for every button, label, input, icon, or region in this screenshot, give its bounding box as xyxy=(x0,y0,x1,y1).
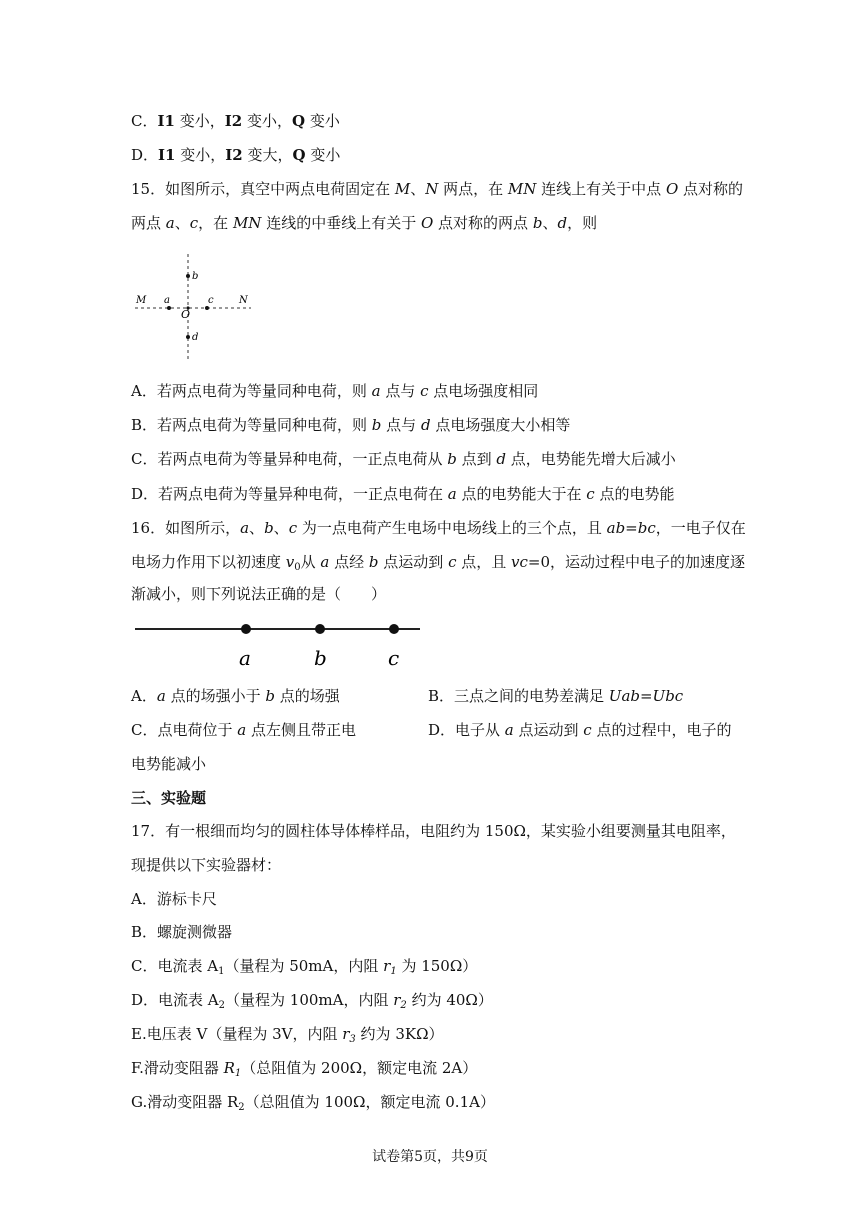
var: b xyxy=(264,519,274,537)
var: r xyxy=(342,1025,350,1043)
subscript: 3 xyxy=(349,1034,356,1045)
q15-option-a xyxy=(131,381,538,401)
var: O xyxy=(665,180,679,198)
text: 两点 xyxy=(131,214,166,232)
q17-item-a: A．游标卡尺 xyxy=(131,890,217,908)
point-a-dot xyxy=(241,624,251,634)
text: 变小， xyxy=(242,112,292,130)
text: 约为 3KΩ） xyxy=(355,1025,444,1043)
text: 变小， xyxy=(175,146,226,164)
var: c xyxy=(448,553,457,571)
q15-stem-line1 xyxy=(131,179,743,199)
q15-figure xyxy=(131,248,261,363)
var: a xyxy=(156,687,166,705)
var-q: Q xyxy=(291,112,306,130)
text: 连线上有关于中点 xyxy=(536,180,666,198)
text: 15．如图所示，真空中两点电荷固定在 xyxy=(131,180,395,198)
var: b xyxy=(532,214,543,232)
var: b xyxy=(371,416,382,434)
text: 、 xyxy=(273,519,289,537)
text: D．电流表 A xyxy=(131,991,219,1009)
text: B．三点之间的电势差满足 xyxy=(428,687,609,705)
q16-figure xyxy=(131,614,431,674)
var: a xyxy=(371,382,381,400)
point-b-dot xyxy=(315,624,325,634)
point-c-dot xyxy=(389,624,399,634)
text: 点的电势能 xyxy=(594,485,675,503)
text: 点运动到 xyxy=(378,553,449,571)
text: 16．如图所示， xyxy=(131,519,241,537)
text: ，一电子仅在 xyxy=(655,519,746,537)
var: a xyxy=(237,721,247,739)
var: r xyxy=(383,957,391,975)
var: ab=bc xyxy=(606,519,656,537)
var: d xyxy=(420,416,431,434)
text: 点的电势能大于在 xyxy=(456,485,587,503)
var: c xyxy=(583,721,592,739)
q17-item-d xyxy=(131,990,493,1010)
q15-option-b xyxy=(131,415,570,435)
text: 、 xyxy=(249,519,265,537)
text: 点电场强度相同 xyxy=(428,382,539,400)
text: 点的过程中，电子的 xyxy=(591,721,732,739)
label-n: N xyxy=(239,295,248,306)
text: 变小 xyxy=(305,146,341,164)
text: 、 xyxy=(410,180,426,198)
page-footer: 试卷第5页，共9页 xyxy=(372,1149,488,1165)
text: ，在 xyxy=(198,214,233,232)
text: 点与 xyxy=(380,382,421,400)
text: 点经 xyxy=(329,553,369,571)
text: 点电场强度大小相等 xyxy=(430,416,571,434)
subscript: 1 xyxy=(234,1068,242,1079)
point-c-dot xyxy=(205,306,209,310)
label-a: a xyxy=(164,295,170,306)
text: 点运动到 xyxy=(513,721,584,739)
text: F.滑动变阻器 xyxy=(131,1059,224,1077)
text: C．电流表 A xyxy=(131,957,219,975)
var: R xyxy=(223,1059,235,1077)
text: 点，电势能先增大后减小 xyxy=(506,450,676,468)
text: 、 xyxy=(174,214,190,232)
var: c xyxy=(189,214,199,232)
var: a xyxy=(165,214,175,232)
var: v xyxy=(285,553,295,571)
q17-stem-line1: 17．有一根细而均匀的圆柱体导体棒样品，电阻约为 150Ω，某实验小组要测量其电阻率， xyxy=(131,822,736,840)
var: c xyxy=(586,485,595,503)
q15-stem-line2 xyxy=(131,213,597,233)
q16-option-d-continued: 电势能减小 xyxy=(131,755,207,773)
var-i1: I1 xyxy=(157,112,175,130)
text: 变小， xyxy=(174,112,225,130)
section-heading: 三、实验题 xyxy=(131,789,207,807)
q14-option-d xyxy=(131,145,340,165)
q17-item-e xyxy=(131,1024,444,1044)
text: 点与 xyxy=(381,416,421,434)
label-a: a xyxy=(239,646,251,670)
text: ，则 xyxy=(567,214,598,232)
subscript: 1 xyxy=(218,966,225,977)
q15-option-c xyxy=(131,449,676,469)
label-b: b xyxy=(314,646,327,670)
var: b xyxy=(447,450,457,468)
var: M xyxy=(394,180,411,198)
var: a xyxy=(447,485,457,503)
q16-stem-line3: 渐减小，则下列说法正确的是（ ） xyxy=(131,585,387,603)
text: 变大， xyxy=(242,146,293,164)
var-i1: I1 xyxy=(158,146,176,164)
var-q: Q xyxy=(292,146,306,164)
q17-stem-line2: 现提供以下实验器材： xyxy=(131,856,282,874)
q17-item-g xyxy=(131,1092,495,1112)
text: =0，运动过程中电子的加速度逐 xyxy=(527,553,746,571)
text: D．若两点电荷为等量异种电荷，一正点电荷在 xyxy=(131,485,448,503)
var: b xyxy=(265,687,275,705)
text: （总阻值为 100Ω，额定电流 0.1A） xyxy=(244,1093,495,1111)
q16-option-a xyxy=(131,686,340,706)
label-m: M xyxy=(136,295,147,306)
label-d: d xyxy=(192,332,199,343)
text: 变小 xyxy=(305,112,340,130)
text: 点左侧且带正电 xyxy=(246,721,356,739)
q16-option-d xyxy=(428,720,731,740)
var: d xyxy=(557,214,568,232)
option-label: D． xyxy=(131,146,159,164)
subscript: 2 xyxy=(238,1102,245,1113)
text: C．若两点电荷为等量异种电荷，一正点电荷从 xyxy=(131,450,448,468)
q16-stem-line2 xyxy=(131,552,745,572)
text: A． xyxy=(131,687,157,705)
text: 、 xyxy=(542,214,558,232)
q16-option-b xyxy=(428,686,683,706)
subscript: 0 xyxy=(294,562,301,573)
text: 点到 xyxy=(456,450,497,468)
subscript: 2 xyxy=(400,1000,407,1011)
point-d-dot xyxy=(186,335,190,339)
point-a-dot xyxy=(167,306,171,310)
var: Uab=Ubc xyxy=(608,687,684,705)
text: 为一点电荷产生电场中电场线上的三个点，且 xyxy=(297,519,607,537)
label-c: c xyxy=(388,646,400,670)
q14-option-c xyxy=(131,111,340,131)
text: 约为 40Ω） xyxy=(406,991,493,1009)
text: 点对称的两点 xyxy=(433,214,533,232)
text: 两点，在 xyxy=(438,180,508,198)
var: N xyxy=(425,180,439,198)
text: B．若两点电荷为等量同种电荷，则 xyxy=(131,416,372,434)
var-i2: I2 xyxy=(224,112,243,130)
var-i2: I2 xyxy=(225,146,243,164)
var: MN xyxy=(232,214,262,232)
text: 点对称的 xyxy=(678,180,744,198)
text: （量程为 100mA，内阻 xyxy=(225,991,394,1009)
var: b xyxy=(368,553,379,571)
subscript: 2 xyxy=(218,1000,226,1011)
text: C．点电荷位于 xyxy=(131,721,238,739)
text: 从 xyxy=(300,553,321,571)
var: d xyxy=(496,450,507,468)
var: a xyxy=(240,519,250,537)
point-b-dot xyxy=(186,274,190,278)
text: 连线的中垂线上有关于 xyxy=(261,214,421,232)
var: O xyxy=(420,214,434,232)
text: 点，且 xyxy=(456,553,512,571)
var: MN xyxy=(507,180,537,198)
label-o: O xyxy=(181,308,191,321)
var: vc xyxy=(511,553,528,571)
text: 为 150Ω） xyxy=(396,957,478,975)
text: （总阻值为 200Ω，额定电流 2A） xyxy=(241,1059,478,1077)
text: 点的场强小于 xyxy=(165,687,266,705)
var: a xyxy=(504,721,514,739)
text: E.电压表 V（量程为 3V，内阻 xyxy=(131,1025,343,1043)
option-label: C． xyxy=(131,112,158,130)
label-b: b xyxy=(192,271,199,282)
text: A．若两点电荷为等量同种电荷，则 xyxy=(131,382,372,400)
text: （量程为 50mA，内阻 xyxy=(224,957,384,975)
text: 点的场强 xyxy=(274,687,340,705)
var: c xyxy=(288,519,298,537)
var: a xyxy=(320,553,330,571)
text: D．电子从 xyxy=(428,721,505,739)
q17-item-f xyxy=(131,1058,477,1078)
var: r xyxy=(393,991,401,1009)
text: 电场力作用下以初速度 xyxy=(131,553,286,571)
q17-item-b: B．螺旋测微器 xyxy=(131,923,233,941)
q16-option-c xyxy=(131,720,356,740)
label-c: c xyxy=(208,295,214,306)
q16-stem-line1 xyxy=(131,518,746,538)
q15-option-d xyxy=(131,484,674,504)
q17-item-c xyxy=(131,956,477,976)
text: G.滑动变阻器 R xyxy=(131,1093,239,1111)
subscript: 1 xyxy=(390,966,397,977)
var: c xyxy=(420,382,429,400)
